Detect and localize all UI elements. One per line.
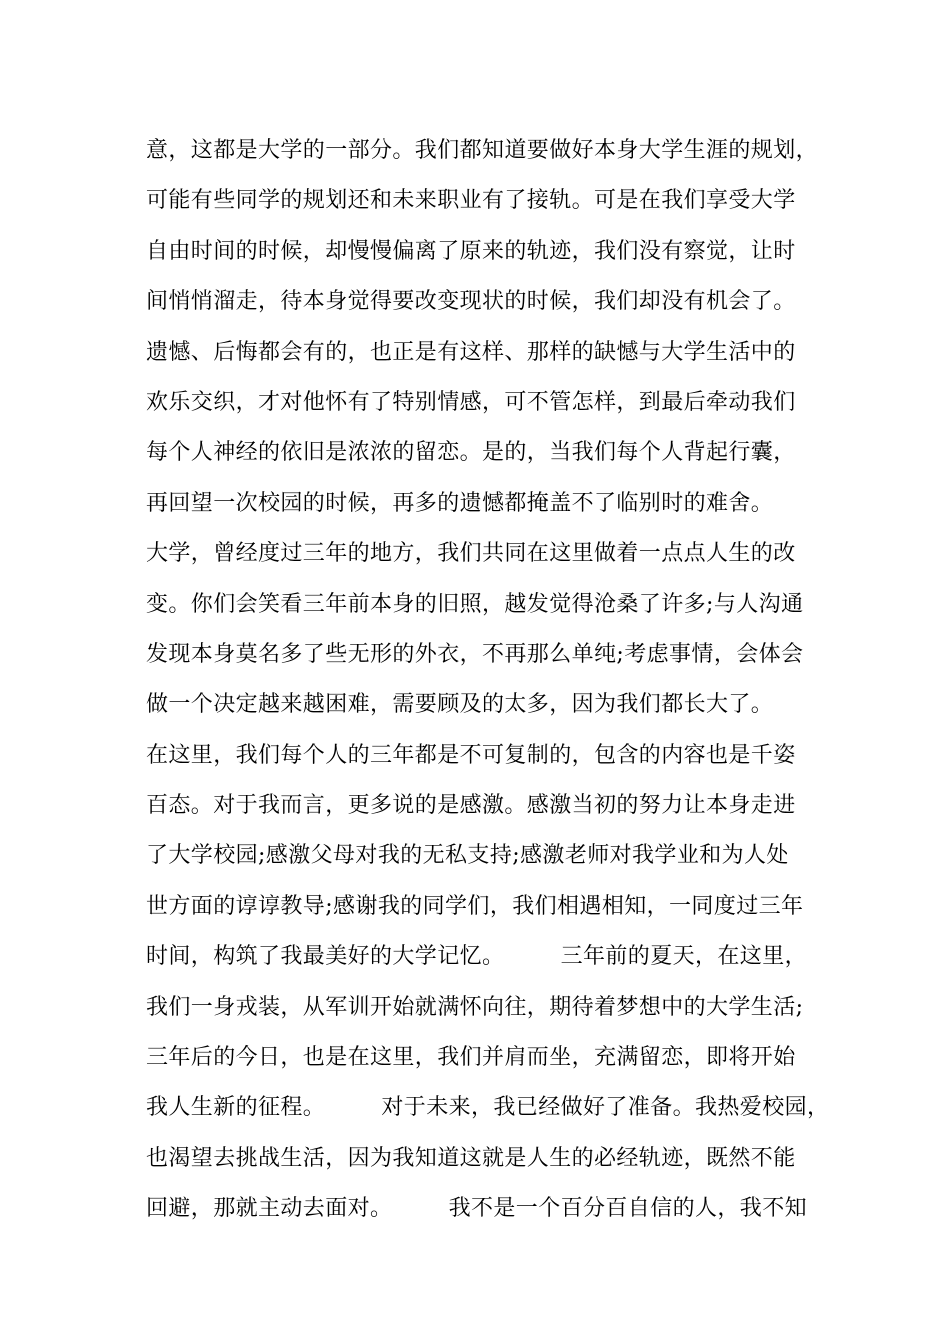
text-line: 我人生新的征程。 对于未来，我已经做好了准备。我热爱校园，	[146, 1095, 830, 1121]
text-line: 做一个决定越来越困难，需要顾及的太多，因为我们都长大了。	[146, 692, 774, 718]
text-line: 发现本身莫名多了些无形的外衣，不再那么单纯;考虑事情，会体会	[146, 641, 804, 667]
text-line: 每个人神经的依旧是浓浓的留恋。是的，当我们每个人背起行囊，	[146, 440, 796, 466]
text-line: 我们一身戎装，从军训开始就满怀向往，期待着梦想中的大学生活;	[146, 994, 804, 1020]
text-line: 欢乐交织，才对他怀有了特别情感，可不管怎样，到最后牵动我们	[146, 389, 796, 415]
text-line: 自由时间的时候，却慢慢偏离了原来的轨迹，我们没有察觉，让时	[146, 238, 796, 264]
text-line: 可能有些同学的规划还和未来职业有了接轨。可是在我们享受大学	[146, 188, 796, 214]
text-line: 再回望一次校园的时候，再多的遗憾都掩盖不了临别时的难舍。	[146, 490, 774, 516]
body-text	[146, 126, 830, 1235]
text-line: 三年后的今日，也是在这里，我们并肩而坐，充满留恋，即将开始	[146, 1045, 796, 1071]
text-line: 变。你们会笑看三年前本身的旧照，越发觉得沧桑了许多;与人沟通	[146, 591, 804, 617]
text-line: 间悄悄溜走，待本身觉得要改变现状的时候，我们却没有机会了。	[146, 289, 796, 315]
text-line: 大学，曾经度过三年的地方，我们共同在这里做着一点点人生的改	[146, 541, 796, 567]
text-line: 百态。对于我而言，更多说的是感激。感激当初的努力让本身走进	[146, 793, 796, 819]
text-line: 了大学校园;感激父母对我的无私支持;感激老师对我学业和为人处	[146, 843, 789, 869]
text-line: 意，这都是大学的一部分。我们都知道要做好本身大学生涯的规划，	[146, 138, 819, 163]
text-line: 也渴望去挑战生活，因为我知道这就是人生的必经轨迹，既然不能	[146, 1145, 796, 1171]
text-line: 时间，构筑了我最美好的大学记忆。 三年前的夏天，在这里，	[146, 944, 808, 970]
text-line: 世方面的谆谆教导;感谢我的同学们，我们相遇相知，一同度过三年	[146, 893, 804, 919]
text-line: 遗憾、后悔都会有的，也正是有这样、那样的缺憾与大学生活中的	[146, 339, 796, 365]
text-line: 回避，那就主动去面对。 我不是一个百分百自信的人，我不知	[146, 1196, 808, 1222]
text-line: 在这里，我们每个人的三年都是不可复制的，包含的内容也是千姿	[146, 742, 796, 768]
